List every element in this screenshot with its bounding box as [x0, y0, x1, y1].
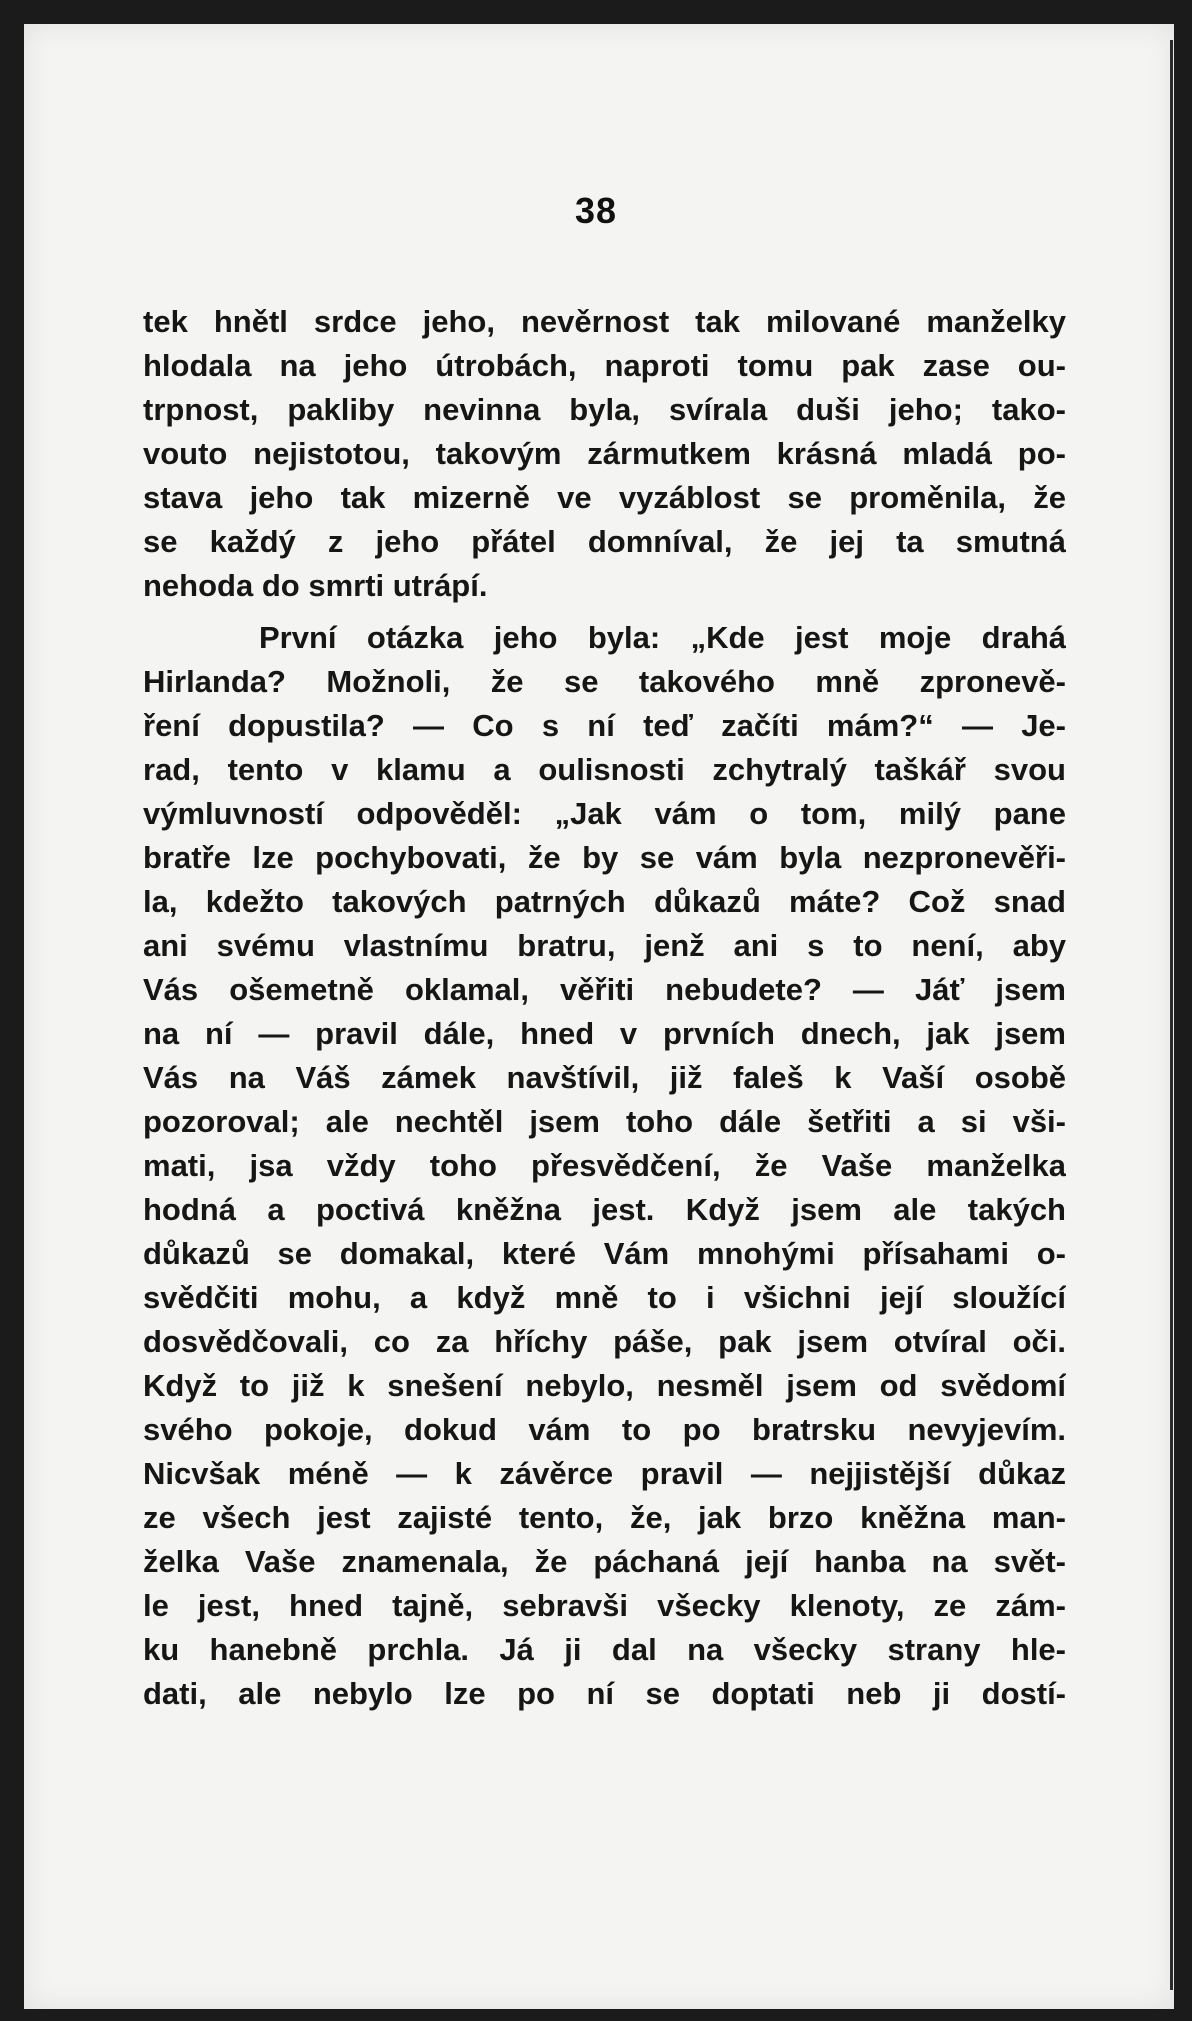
text-line: dati, ale nebylo lze po ní se doptati neb ji dostí-	[143, 1676, 1066, 1711]
text-line: mati, jsa vždy toho přesvědčení, že Vaše manželka	[143, 1148, 1066, 1183]
text-line: se každý z jeho přátel domníval, že jej ta smutná	[143, 524, 1066, 559]
text-line: želka Vaše znamenala, že páchaná její hanba na svět-	[143, 1544, 1066, 1579]
paragraph-2	[143, 616, 1066, 1716]
text-line: ku hanebně prchla. Já ji dal na všecky strany hle-	[143, 1632, 1066, 1667]
text-line: Vás ošemetně oklamal, věřiti nebudete? — Jáť jsem	[143, 972, 1066, 1007]
text-line: le jest, hned tajně, sebravši všecky klenoty, ze zám-	[143, 1588, 1066, 1623]
text-line: rad, tento v klamu a oulisnosti zchytralý taškář svou	[143, 752, 1066, 787]
text-line: výmluvností odpověděl: „Jak vám o tom, milý pane	[143, 796, 1066, 831]
text-line: Vás na Váš zámek navštívil, již faleš k Vaší osobě	[143, 1060, 1066, 1095]
text-line: tek hnětl srdce jeho, nevěrnost tak milované manželky	[143, 304, 1066, 339]
text-line: trpnost, pakliby nevinna byla, svírala duši jeho; tako-	[143, 392, 1066, 427]
page-text	[143, 300, 1066, 1716]
text-line: Nicvšak méně — k závěrce pravil — nejjistější důkaz	[143, 1456, 1066, 1491]
page-edge-shadow	[1170, 40, 1173, 1990]
text-line: stava jeho tak mizerně ve vyzáblost se proměnila, že	[143, 480, 1066, 515]
text-line: bratře lze pochybovati, že by se vám byla nezpronevěři-	[143, 840, 1066, 875]
text-line: První otázka jeho byla: „Kde jest moje drahá	[259, 620, 1066, 655]
paragraph-1	[143, 300, 1066, 608]
text-line: la, kdežto takových patrných důkazů máte? Což snad	[143, 884, 1066, 919]
text-line: na ní — pravil dále, hned v prvních dnech, jak jsem	[143, 1016, 1066, 1051]
page-number: 38	[574, 190, 618, 231]
text-line: ani svému vlastnímu bratru, jenž ani s to není, aby	[143, 928, 1066, 963]
text-line: hodná a poctivá kněžna jest. Když jsem ale takých	[143, 1192, 1066, 1227]
text-line: ření dopustila? — Co s ní teď začíti mám?“ — Je-	[143, 708, 1066, 743]
text-line: svého pokoje, dokud vám to po bratrsku nevyjevím.	[143, 1412, 1066, 1447]
text-line: hlodala na jeho útrobách, naproti tomu pak zase ou-	[143, 348, 1066, 383]
text-line: svědčiti mohu, a když mně to i všichni její sloužící	[143, 1280, 1066, 1315]
text-line: dosvědčovali, co za hříchy páše, pak jsem otvíral oči.	[143, 1324, 1066, 1359]
text-line: nehoda do smrti utrápí.	[143, 568, 488, 603]
text-line: ze všech jest zajisté tento, že, jak brzo kněžna man-	[143, 1500, 1066, 1535]
text-line: důkazů se domakal, které Vám mnohými přísahami o-	[143, 1236, 1066, 1271]
text-line: Když to již k snešení nebylo, nesměl jsem od svědomí	[143, 1368, 1066, 1403]
text-line: vouto nejistotou, takovým zármutkem krásná mladá po-	[143, 436, 1066, 471]
text-line: pozoroval; ale nechtěl jsem toho dále šetřiti a si vši-	[143, 1104, 1066, 1139]
text-line: Hirlanda? Možnoli, že se takového mně zpronevě-	[143, 664, 1066, 699]
